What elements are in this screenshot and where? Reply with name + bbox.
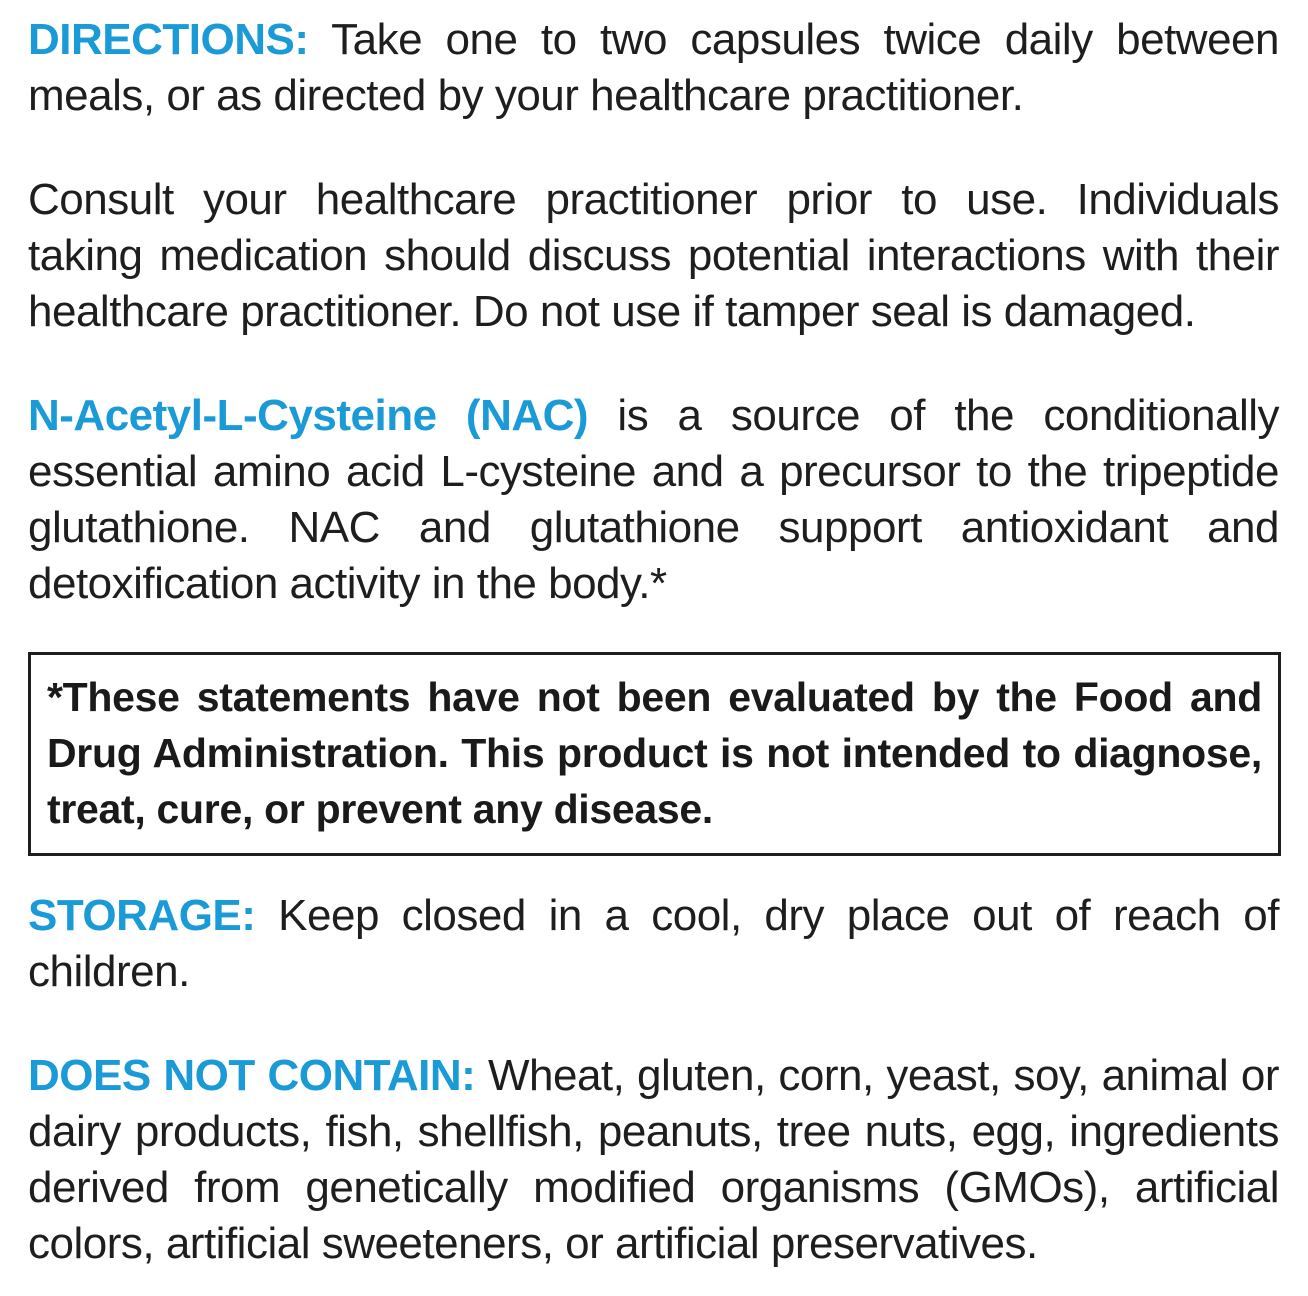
- does-not-contain-heading: DOES NOT CONTAIN:: [28, 1051, 476, 1100]
- nac-heading: N-Acetyl-L-Cysteine (NAC): [28, 391, 589, 440]
- storage-heading: STORAGE:: [28, 891, 256, 940]
- fda-disclaimer-text: *These statements have not been evaluated by the Food and Drug Administration. This product is not intended to diagnose, treat, cure, or prevent any disease.: [47, 674, 1262, 832]
- supplement-label-panel: [28, 12, 1279, 1272]
- directions-paragraph: [28, 12, 1279, 124]
- consult-paragraph: [28, 172, 1279, 340]
- does-not-contain-text: Wheat, gluten, corn, yeast, soy, animal or dairy products, fish, shellfish, peanuts, tree nuts, egg, ingredients derived from genetically modified organisms (GMOs), artificial colors, artificial sweeteners, or artificial preservatives.: [28, 1051, 1279, 1268]
- nac-paragraph: [28, 388, 1279, 612]
- storage-text: Keep closed in a cool, dry place out of reach of children.: [28, 891, 1279, 996]
- consult-text: Consult your healthcare practitioner prior to use. Individuals taking medication should discuss potential interactions with their healthcare practitioner. Do not use if tamper seal is damaged.: [28, 175, 1279, 336]
- does-not-contain-paragraph: [28, 1048, 1279, 1272]
- directions-heading: DIRECTIONS:: [28, 15, 309, 64]
- storage-paragraph: [28, 888, 1279, 1000]
- fda-disclaimer-box: [28, 652, 1281, 856]
- directions-text: Take one to two capsules twice daily between meals, or as directed by your healthcare practitioner.: [28, 15, 1279, 120]
- nac-text: is a source of the conditionally essential amino acid L-cysteine and a precursor to the tripeptide glutathione. NAC and glutathione support antioxidant and detoxification activity in the body.*: [28, 391, 1279, 608]
